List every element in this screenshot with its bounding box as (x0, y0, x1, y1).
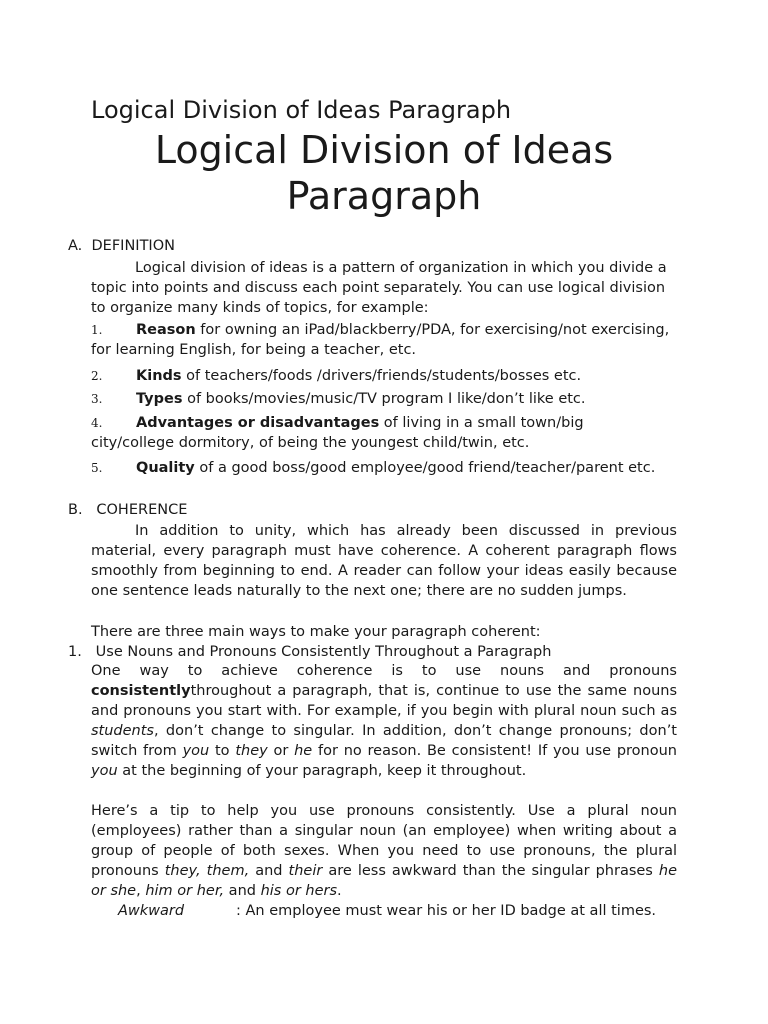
list-item (91, 320, 681, 360)
example-label: Awkward (118, 903, 185, 919)
emphasis-italic: you (182, 743, 210, 759)
list-item (91, 366, 691, 386)
list-item-number: 1. (91, 323, 103, 337)
emphasis-italic: they (235, 743, 268, 759)
list-item-text: for owning an iPad/blackberry/PDA, for exercising/not exercising, for learning English, for being a teacher, etc. (91, 322, 670, 358)
text-run: or (267, 743, 295, 759)
text-run: One way to achieve coherence is to use nouns and pronouns (91, 663, 677, 679)
emphasis-italic: he or she (91, 863, 678, 899)
text-run: and (249, 863, 289, 879)
way-1-title: Use Nouns and Pronouns Consistently Throughout a Paragraph (95, 644, 552, 660)
text-run: . (337, 883, 342, 899)
list-item (91, 389, 691, 409)
emphasis-italic: you (91, 763, 118, 779)
list-item-number: 5. (91, 461, 103, 475)
emphasis-italic: they, (164, 863, 201, 879)
emphasis-italic: them, (206, 863, 250, 879)
section-b-title: COHERENCE (96, 502, 188, 518)
list-item-keyword: Quality (136, 460, 195, 476)
list-item (91, 458, 691, 478)
section-b-heading (68, 502, 187, 518)
way-1-heading (68, 642, 551, 662)
text-run: , don’t change to singular. In addition, don’t change pronouns; don’t switch from (91, 723, 677, 759)
emphasis-bold: consistently (91, 683, 191, 699)
list-item-text: of a good boss/good employee/good friend/teacher/parent etc. (194, 460, 656, 476)
emphasis-italic: his or hers (260, 883, 338, 899)
text-run: and (224, 883, 261, 899)
list-item-keyword: Advantages or disadvantages (136, 415, 380, 431)
emphasis-italic: him or her, (145, 883, 225, 899)
list-item-number: 4. (91, 416, 103, 430)
ways-intro: There are three main ways to make your paragraph coherent: (91, 624, 541, 640)
way-1-paragraph-2 (91, 801, 677, 901)
section-a-intro: Logical division of ideas is a pattern of organization in which you divide a topic into points and discuss each point separately. You can use logical division to organize many kinds of topics, for example: (91, 260, 667, 316)
example-awkward (118, 901, 656, 921)
section-b-intro: In addition to unity, which has already been discussed in previous material, every paragraph must have coherence. A coherent paragraph flows smoothly from beginning to end. A reader can follow your ideas easily because one sentence leads naturally to the next one; there are no sudden jumps. (91, 523, 677, 599)
way-1-number: 1. (68, 644, 82, 660)
emphasis-italic: he (294, 743, 313, 759)
document-title-large: Logical Division of Ideas Paragraph (154, 128, 614, 218)
section-a-marker: A. (68, 238, 83, 254)
example-text: : An employee must wear his or her ID badge at all times. (236, 903, 657, 919)
text-run: Here’s a tip to help you use pronouns consistently. Use a plural noun (employees) rather than a singular noun (an employee) when writing about a group of people of both sexes. When you need to use pronouns, the plural pronouns (91, 803, 677, 879)
list-item-keyword: Types (136, 391, 183, 407)
list-item-number: 3. (91, 392, 103, 406)
list-item-keyword: Kinds (136, 368, 182, 384)
list-item-text: of books/movies/music/TV program I like/don’t like etc. (182, 391, 586, 407)
document-title-small: Logical Division of Ideas Paragraph (91, 96, 512, 124)
text-run: for no reason. Be consistent! If you use pronoun (312, 743, 677, 759)
list-item (91, 413, 631, 453)
way-1-paragraph-1 (91, 661, 677, 781)
text-run: to (209, 743, 236, 759)
section-a-heading (68, 238, 175, 254)
text-run: , (136, 883, 146, 899)
emphasis-italic: their (288, 863, 323, 879)
list-item-number: 2. (91, 369, 103, 383)
list-item-keyword: Reason (136, 322, 196, 338)
section-a-title: DEFINITION (91, 238, 175, 254)
emphasis-italic: students (91, 723, 154, 739)
list-item-text: of teachers/foods /drivers/friends/students/bosses etc. (181, 368, 582, 384)
list-item-text: of living in a small town/big city/college dormitory, of being the youngest child/twin, etc. (91, 415, 584, 451)
text-run: throughout a paragraph, that is, continue to use the same nouns and pronouns you start with. For example, if you begin with plural noun such as (91, 683, 677, 719)
section-b-marker: B. (68, 502, 83, 518)
text-run: are less awkward than the singular phrases (322, 863, 659, 879)
text-run: at the beginning of your paragraph, keep it throughout. (117, 763, 527, 779)
